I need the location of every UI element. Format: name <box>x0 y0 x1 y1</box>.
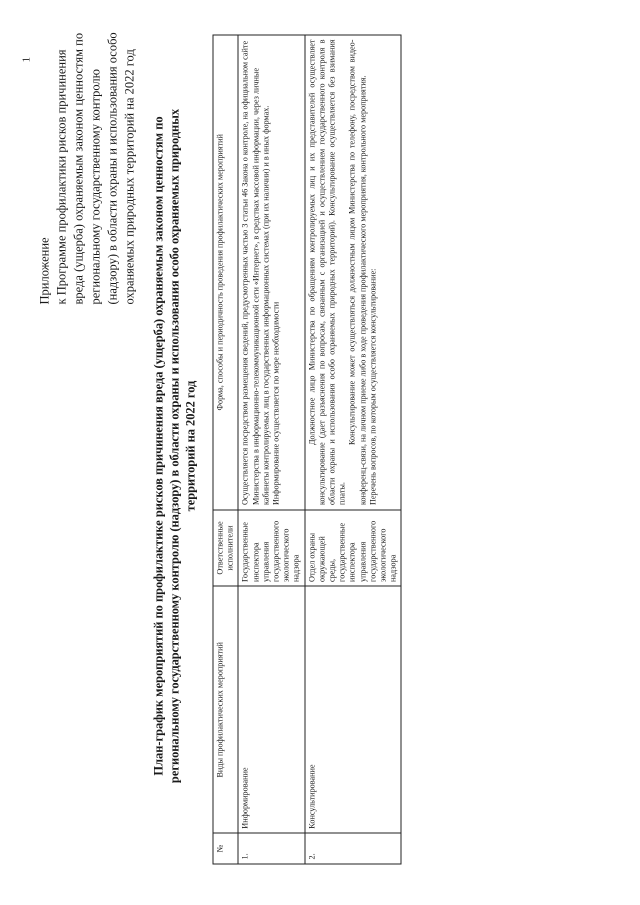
row-description <box>305 35 402 510</box>
appendix-text: к Программе профилактики рисков причинения вреда (ущерба) охраняемым законом ценностям по региональному государственному контролю (надзору) в области охраны и использования особо охраняемых природных территорий на 2022 год <box>54 32 137 305</box>
header-measure-type: Виды профилактических мероприятий <box>213 586 238 833</box>
row-measure-type: Консультирование <box>305 586 402 833</box>
description-paragraph: Перечень вопросов, по которым осуществляется консультирование: <box>368 268 378 506</box>
description-paragraph: Осуществляется посредством размещения сведений, предусмотренных частью 3 статьи 46 Закона о контроле, на официальном сайте Министерства в информационно-телекоммуникационной сети «Интернет», в средствах массовой информации, через личные кабинеты контролируемых лиц в государственных информационных системах (при их наличии) и в иных формах. <box>240 40 271 506</box>
header-description: Форма, способы и периодичность проведения профилактических мероприятий <box>213 35 238 510</box>
title-line-2: региональному государственному контролю (надзору) в области охраны и использования особо охраняемых природных <box>167 108 182 784</box>
header-executors: Ответственные исполнители <box>213 510 238 587</box>
rotated-document-page <box>1 0 640 905</box>
description-paragraph: Консультирование может осуществляться должностным лицом Министерства по телефону, посредством видео-конференц-связи, на личном приеме либо в ходе проведения профилактического мероприятия, контрольного мероприятия. <box>347 39 368 506</box>
row-number: 1. <box>238 833 304 864</box>
page-number: 1 <box>20 57 33 63</box>
appendix-heading: Приложение <box>37 237 52 305</box>
row-executors: Отдел охраны окружающей среды, государственные инспектора управления государственного экологического надзора <box>305 510 402 587</box>
appendix-note <box>37 25 139 305</box>
title-line-1: План-график мероприятий по профилактике рисков причинения вреда (ущерба) охраняемым законом ценностям по <box>151 116 166 776</box>
description-paragraph: Информирование осуществляется по мере необходимости <box>271 301 281 506</box>
row-measure-type: Информирование <box>238 586 304 833</box>
description-paragraph: Должностное лицо Министерства по обращениям контролируемых лиц и их представителей осуществляет консультирование (дает разъяснения по вопросам, связанным с организацией и осуществлением государственного контроля в области охраны и использования особо охраняемых природных территорий). Консультирование осуществляется без взимания платы. <box>307 39 347 506</box>
row-number: 2. <box>305 833 402 864</box>
row-description <box>238 35 304 510</box>
title-line-3: территорий на 2022 год <box>183 380 198 512</box>
table-row <box>238 35 304 864</box>
row-executors: Государственные инспектора управления государственного экологического надзора <box>238 510 304 587</box>
header-number: № <box>213 833 238 864</box>
measures-table <box>213 35 402 865</box>
document-title <box>151 44 199 849</box>
table-header-row <box>213 35 238 864</box>
table-row <box>305 35 402 864</box>
